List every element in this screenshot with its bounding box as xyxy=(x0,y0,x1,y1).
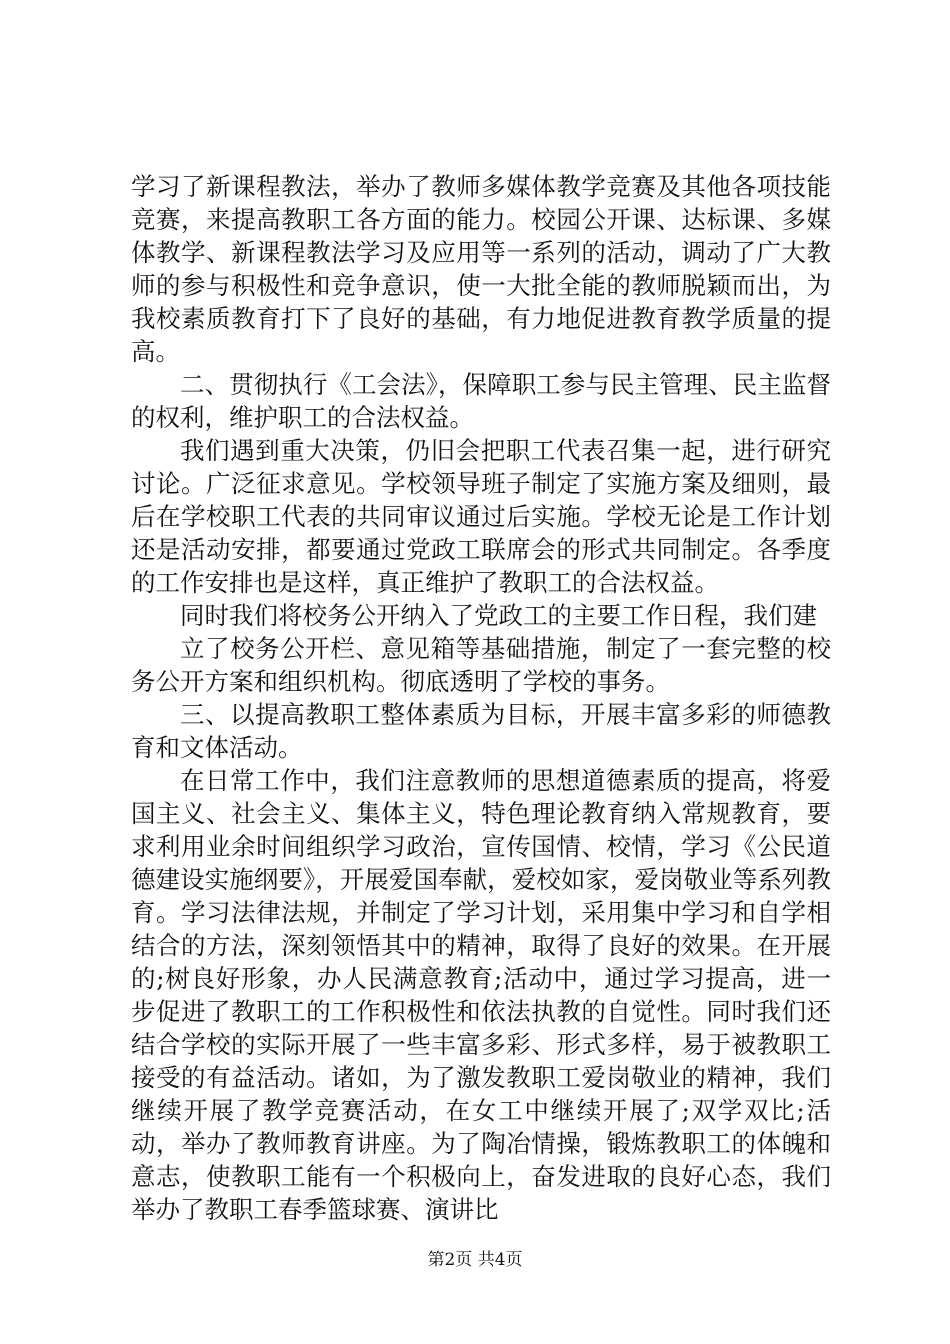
document-body xyxy=(131,170,831,1226)
paragraph-6-heading: 三、以提高教职工整体素质为目标，开展丰富多彩的师德教育和文体活动。 xyxy=(131,700,831,762)
paragraph-4: 同时我们将校务公开纳入了党政工的主要工作日程，我们建 xyxy=(180,601,817,630)
paragraph-5: 立了校务公开栏、意见箱等基础措施，制定了一套完整的校务公开方案和组织机构。彻底透明了学校的事务。 xyxy=(131,634,831,696)
paragraph-3: 我们遇到重大决策，仍旧会把职工代表召集一起，进行研究讨论。广泛征求意见。学校领导班子制定了实施方案及细则，最后在学校职工代表的共同审议通过后实施。学校无论是工作计划还是活动安排，都要通过党政工联席会的形式共同制定。各季度的工作安排也是这样，真正维护了教职工的合法权益。 xyxy=(131,436,831,597)
page-number-footer: 第2页 共4页 xyxy=(427,1250,523,1270)
paragraph-7: 在日常工作中，我们注意教师的思想道德素质的提高，将爱国主义、社会主义、集体主义，特色理论教育纳入常规教育，要求利用业余时间组织学习政治，宣传国情、校情，学习《公民道德建设实施纲要》，开展爱国奉献，爱校如家，爱岗敬业等系列教育。学习法律法规，并制定了学习计划，采用集中学习和自学相结合的方法，深刻领悟其中的精神，取得了良好的效果。在开展的;树良好形象，办人民满意教育;活动中，通过学习提高，进一步促进了教职工的工作积极性和依法执教的自觉性。同时我们还结合学校的实际开展了一些丰富多彩、形式多样，易于被教职工接受的有益活动。诸如，为了激发教职工爱岗敬业的精神，我们继续开展了教学竞赛活动，在女工中继续开展了;双学双比;活动，举办了教师教育讲座。为了陶冶情操，锻炼教职工的体魄和意志，使教职工能有一个积极向上，奋发进取的良好心态，我们举办了教职工春季篮球赛、演讲比 xyxy=(131,766,831,1224)
paragraph-1: 学习了新课程教法，举办了教师多媒体教学竞赛及其他各项技能竞赛，来提高教职工各方面的能力。校园公开课、达标课、多媒体教学、新课程教法学习及应用等一系列的活动，调动了广大教师的参与积极性和竞争意识，使一大批全能的教师脱颖而出，为我校素质教育打下了良好的基础，有力地促进教育教学质量的提高。 xyxy=(131,172,831,366)
paragraph-2-heading: 二、贯彻执行《工会法》，保障职工参与民主管理、民主监督的权利，维护职工的合法权益。 xyxy=(131,370,831,432)
